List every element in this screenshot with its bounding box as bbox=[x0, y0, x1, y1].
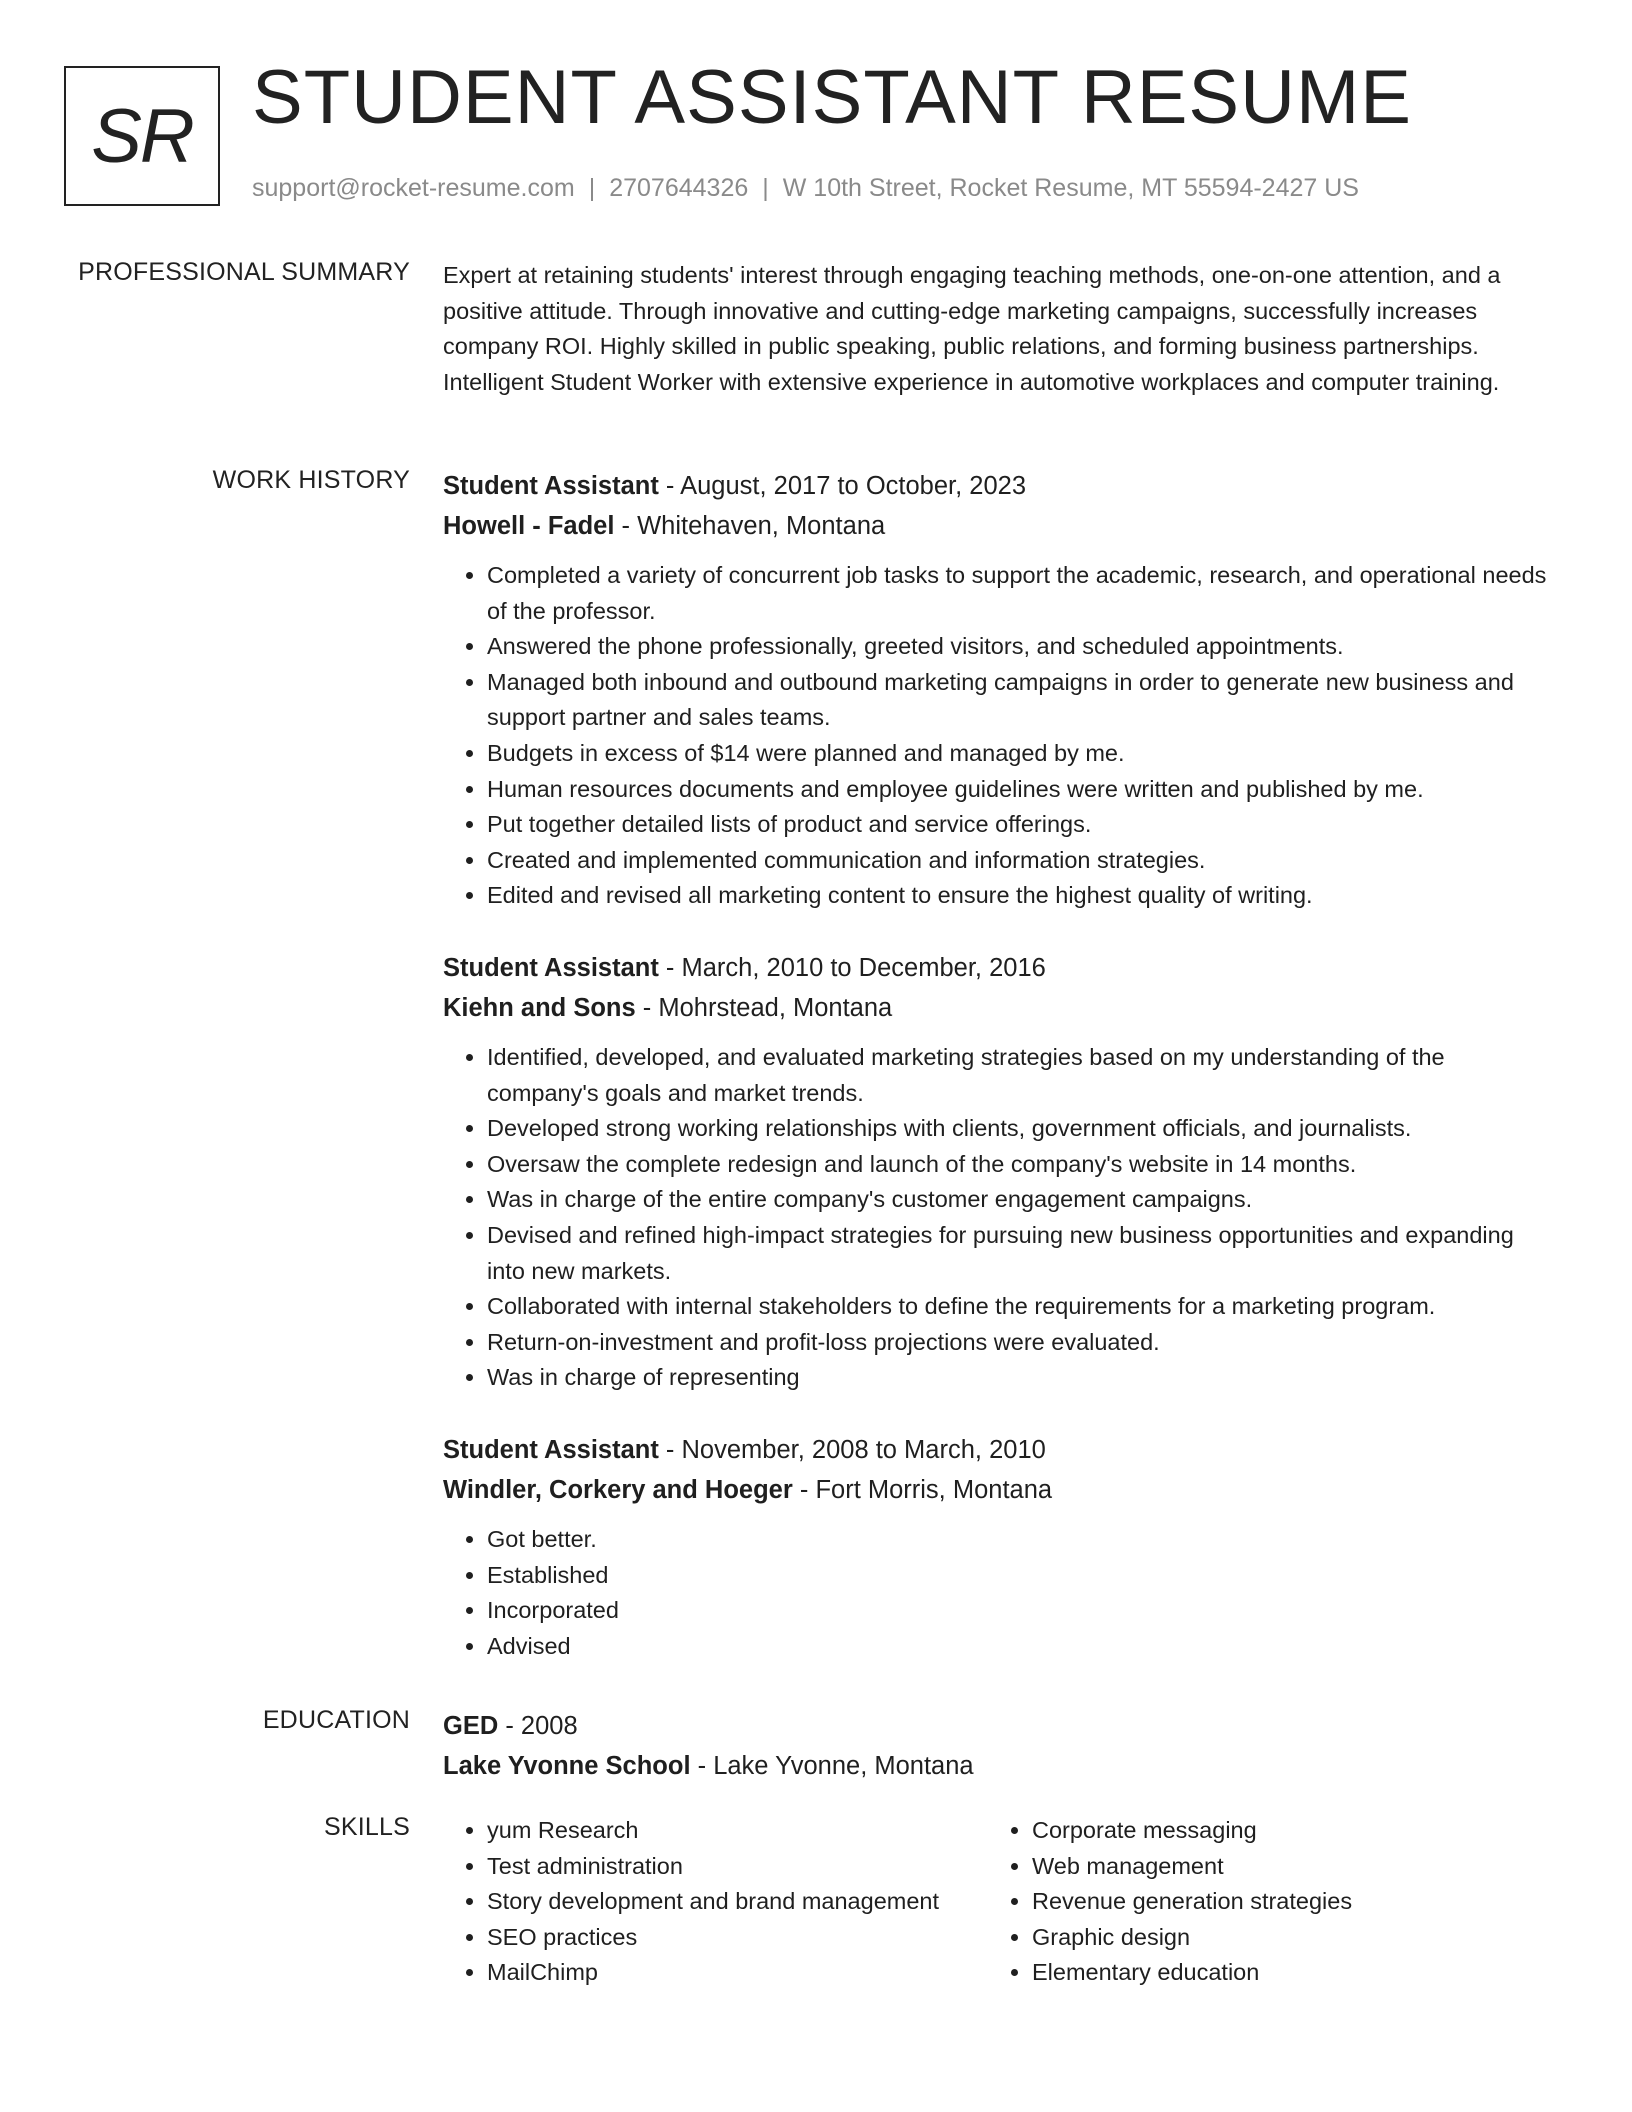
contact-line bbox=[252, 174, 1359, 203]
list-item: • Advised bbox=[487, 1629, 1553, 1665]
education-body bbox=[443, 1706, 1553, 1786]
skills-list bbox=[443, 1813, 963, 1991]
list-item: • Created and implemented communication and information strategies. bbox=[487, 843, 1553, 879]
job-title-line bbox=[443, 948, 1553, 988]
contact-separator: | bbox=[588, 174, 596, 202]
education-degree: GED bbox=[443, 1712, 499, 1740]
list-item: • Human resources documents and employee guidelines were written and published by me. bbox=[487, 772, 1553, 808]
education-school-line bbox=[443, 1746, 1553, 1786]
list-item: • Budgets in excess of $14 were planned and managed by me. bbox=[487, 736, 1553, 772]
list-item: • Incorporated bbox=[487, 1593, 1553, 1629]
list-item: • Elementary education bbox=[1032, 1955, 1508, 1991]
job-entry bbox=[443, 1430, 1553, 1664]
list-item: • Web management bbox=[1032, 1849, 1508, 1885]
job-dates: - March, 2010 to December, 2016 bbox=[658, 954, 1046, 982]
summary-label: PROFESSIONAL SUMMARY bbox=[78, 258, 410, 286]
skills-column-left bbox=[443, 1813, 963, 1991]
list-item: • Devised and refined high-impact strategies for pursuing new business opportunities and expanding into new markets. bbox=[487, 1218, 1553, 1289]
job-company: Windler, Corkery and Hoeger bbox=[443, 1476, 793, 1504]
list-item: • Put together detailed lists of product and service offerings. bbox=[487, 807, 1553, 843]
contact-address: W 10th Street, Rocket Resume, MT 55594-2427 US bbox=[782, 174, 1359, 202]
list-item: • Test administration bbox=[487, 1849, 963, 1885]
job-company-line bbox=[443, 506, 1553, 546]
list-item: • Revenue generation strategies bbox=[1032, 1884, 1508, 1920]
list-item: • Established bbox=[487, 1558, 1553, 1594]
contact-phone: 2707644326 bbox=[609, 174, 749, 202]
list-item: • Story development and brand management bbox=[487, 1884, 963, 1920]
list-item: • Answered the phone professionally, greeted visitors, and scheduled appointments. bbox=[487, 629, 1553, 665]
education-school: Lake Yvonne School bbox=[443, 1752, 691, 1780]
job-dates: - August, 2017 to October, 2023 bbox=[658, 472, 1027, 500]
job-bullets bbox=[443, 1522, 1553, 1664]
list-item: • Developed strong working relationships with clients, government officials, and journalists. bbox=[487, 1111, 1553, 1147]
job-location: - Fort Morris, Montana bbox=[792, 1476, 1053, 1504]
job-dates: - November, 2008 to March, 2010 bbox=[658, 1436, 1046, 1464]
education-degree-line bbox=[443, 1706, 1553, 1746]
summary-text: Expert at retaining students' interest through engaging teaching methods, one-on-one attention, and a positive attitude. Through innovative and cutting-edge marketing campaigns, successfully increases company ROI. Highly skilled in public speaking, public relations, and forming business partnerships. Intelligent Student Worker with extensive experience in automotive workplaces and computer training. bbox=[443, 262, 1501, 395]
job-company-line bbox=[443, 988, 1553, 1028]
contact-separator: | bbox=[762, 174, 769, 202]
skills-column-right bbox=[988, 1813, 1508, 1991]
education-location: - Lake Yvonne, Montana bbox=[690, 1752, 974, 1780]
contact-email: support@rocket-resume.com bbox=[252, 174, 575, 202]
list-item: • Was in charge of representing bbox=[487, 1360, 1553, 1396]
list-item: • yum Research bbox=[487, 1813, 963, 1849]
job-title: Student Assistant bbox=[443, 472, 659, 500]
list-item: • Edited and revised all marketing content to ensure the highest quality of writing. bbox=[487, 878, 1553, 914]
skills-list bbox=[988, 1813, 1508, 1991]
monogram-badge: SR bbox=[64, 66, 220, 206]
list-item: • Was in charge of the entire company's customer engagement campaigns. bbox=[487, 1182, 1553, 1218]
job-location: - Mohrstead, Montana bbox=[635, 994, 893, 1022]
education-label: EDUCATION bbox=[262, 1706, 410, 1734]
list-item: • Graphic design bbox=[1032, 1920, 1508, 1956]
list-item: • Collaborated with internal stakeholders to define the requirements for a marketing program. bbox=[487, 1289, 1553, 1325]
list-item: • Completed a variety of concurrent job tasks to support the academic, research, and operational needs of the professor. bbox=[487, 558, 1553, 629]
list-item: • Return-on-investment and profit-loss projections were evaluated. bbox=[487, 1325, 1553, 1361]
job-company: Howell - Fadel bbox=[443, 512, 615, 540]
job-title: Student Assistant bbox=[443, 954, 659, 982]
work-history-label: WORK HISTORY bbox=[212, 466, 410, 494]
list-item: • MailChimp bbox=[487, 1955, 963, 1991]
summary-body bbox=[443, 258, 1553, 400]
list-item: • SEO practices bbox=[487, 1920, 963, 1956]
job-company-line bbox=[443, 1470, 1553, 1510]
job-bullets bbox=[443, 1040, 1553, 1396]
skills-label: SKILLS bbox=[324, 1813, 410, 1841]
list-item: • Corporate messaging bbox=[1032, 1813, 1508, 1849]
job-entry bbox=[443, 948, 1553, 1396]
job-title-line bbox=[443, 1430, 1553, 1470]
job-company: Kiehn and Sons bbox=[443, 994, 636, 1022]
list-item: • Identified, developed, and evaluated marketing strategies based on my understanding of the company's goals and market trends. bbox=[487, 1040, 1553, 1111]
job-title: Student Assistant bbox=[443, 1436, 659, 1464]
list-item: • Oversaw the complete redesign and launch of the company's website in 14 months. bbox=[487, 1147, 1553, 1183]
list-item: • Got better. bbox=[487, 1522, 1553, 1558]
list-item: • Managed both inbound and outbound marketing campaigns in order to generate new business and support partner and sales teams. bbox=[487, 665, 1553, 736]
job-entry bbox=[443, 466, 1553, 914]
resume-title: STUDENT ASSISTANT RESUME bbox=[252, 55, 1412, 140]
job-bullets bbox=[443, 558, 1553, 914]
job-title-line bbox=[443, 466, 1553, 506]
education-year: - 2008 bbox=[498, 1712, 578, 1740]
job-location: - Whitehaven, Montana bbox=[614, 512, 886, 540]
